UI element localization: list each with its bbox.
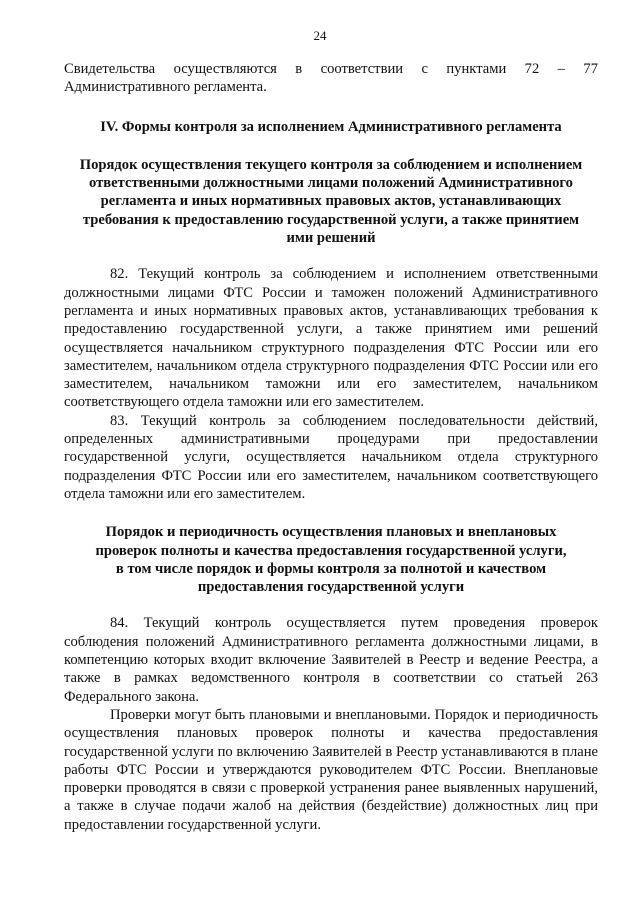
heading-line: предоставления государственной услуги <box>197 579 465 596</box>
heading-current-control <box>64 156 598 247</box>
heading-line: в том числе порядок и формы контроля за полнотой и качеством <box>115 560 547 577</box>
paragraph-84: 84. Текущий контроль осуществляется путем проведения проверок соблюдения положений Административного регламента должностными лицами, в компетенцию которых входит включение Заявителей в Реестр и ведение Реестра, а также в рамках ведомственного контроля в соответствии со статьей 263 Федерального закона. <box>64 615 598 705</box>
paragraph-83: 83. Текущий контроль за соблюдением последовательности действий, определенных административными процедурами при предоставлении государственной услуги, осуществляется начальником отдела структурного подразделения ФТС России или его заместителем, начальником соответствующего отдела таможни или его заместителем. <box>64 412 598 502</box>
document-body <box>64 60 598 834</box>
paragraph-inspections: Проверки могут быть плановыми и внеплановыми. Порядок и периодичность осуществления плановых проверок полноты и качества предоставления государственной услуги по включению Заявителей в Реестр устанавливаются в плане работы ФТС России и утверждаются руководителем ФТС России. Внеплановые проверки проводятся в связи с проверкой устранения ранее выявленных нарушений, а также в случае подачи жалоб на действия (бездействие) должностных лиц при предоставлении государственной услуги. <box>64 706 598 833</box>
heading-line: регламента и иных нормативных правовых актов, устанавливающих <box>100 193 562 210</box>
section-title: IV. Формы контроля за исполнением Административного регламента <box>100 118 562 135</box>
heading-line: проверок полноты и качества предоставления государственной услуги, <box>95 542 567 559</box>
heading-line: требования к предоставлению государственной услуги, а также принятием <box>82 211 580 228</box>
heading-line: ими решений <box>286 230 376 247</box>
intro-paragraph: Свидетельства осуществляются в соответствии с пунктами 72 – 77 Административного регламента. <box>64 61 598 96</box>
heading-inspections <box>64 523 598 596</box>
heading-line: ответственными должностными лицами положений Административного <box>89 175 573 192</box>
heading-line: Порядок и периодичность осуществления плановых и внеплановых <box>105 524 557 541</box>
page-number: 24 <box>313 28 327 43</box>
heading-line: Порядок осуществления текущего контроля за соблюдением и исполнением <box>79 156 583 173</box>
paragraph-82: 82. Текущий контроль за соблюдением и исполнением ответственными должностными лицами ФТС России и таможен положений Административного регламента и иных нормативных правовых актов, устанавливающих требования к предоставлению государственной услуги, а также принятием ими решений осуществляется начальником структурного подразделения ФТС России или его заместителем, начальником отдела структурного подразделения ФТС России или его заместителем, начальником таможни или его заместителем, начальником соответствующего отдела таможни или его заместителем. <box>64 266 598 411</box>
